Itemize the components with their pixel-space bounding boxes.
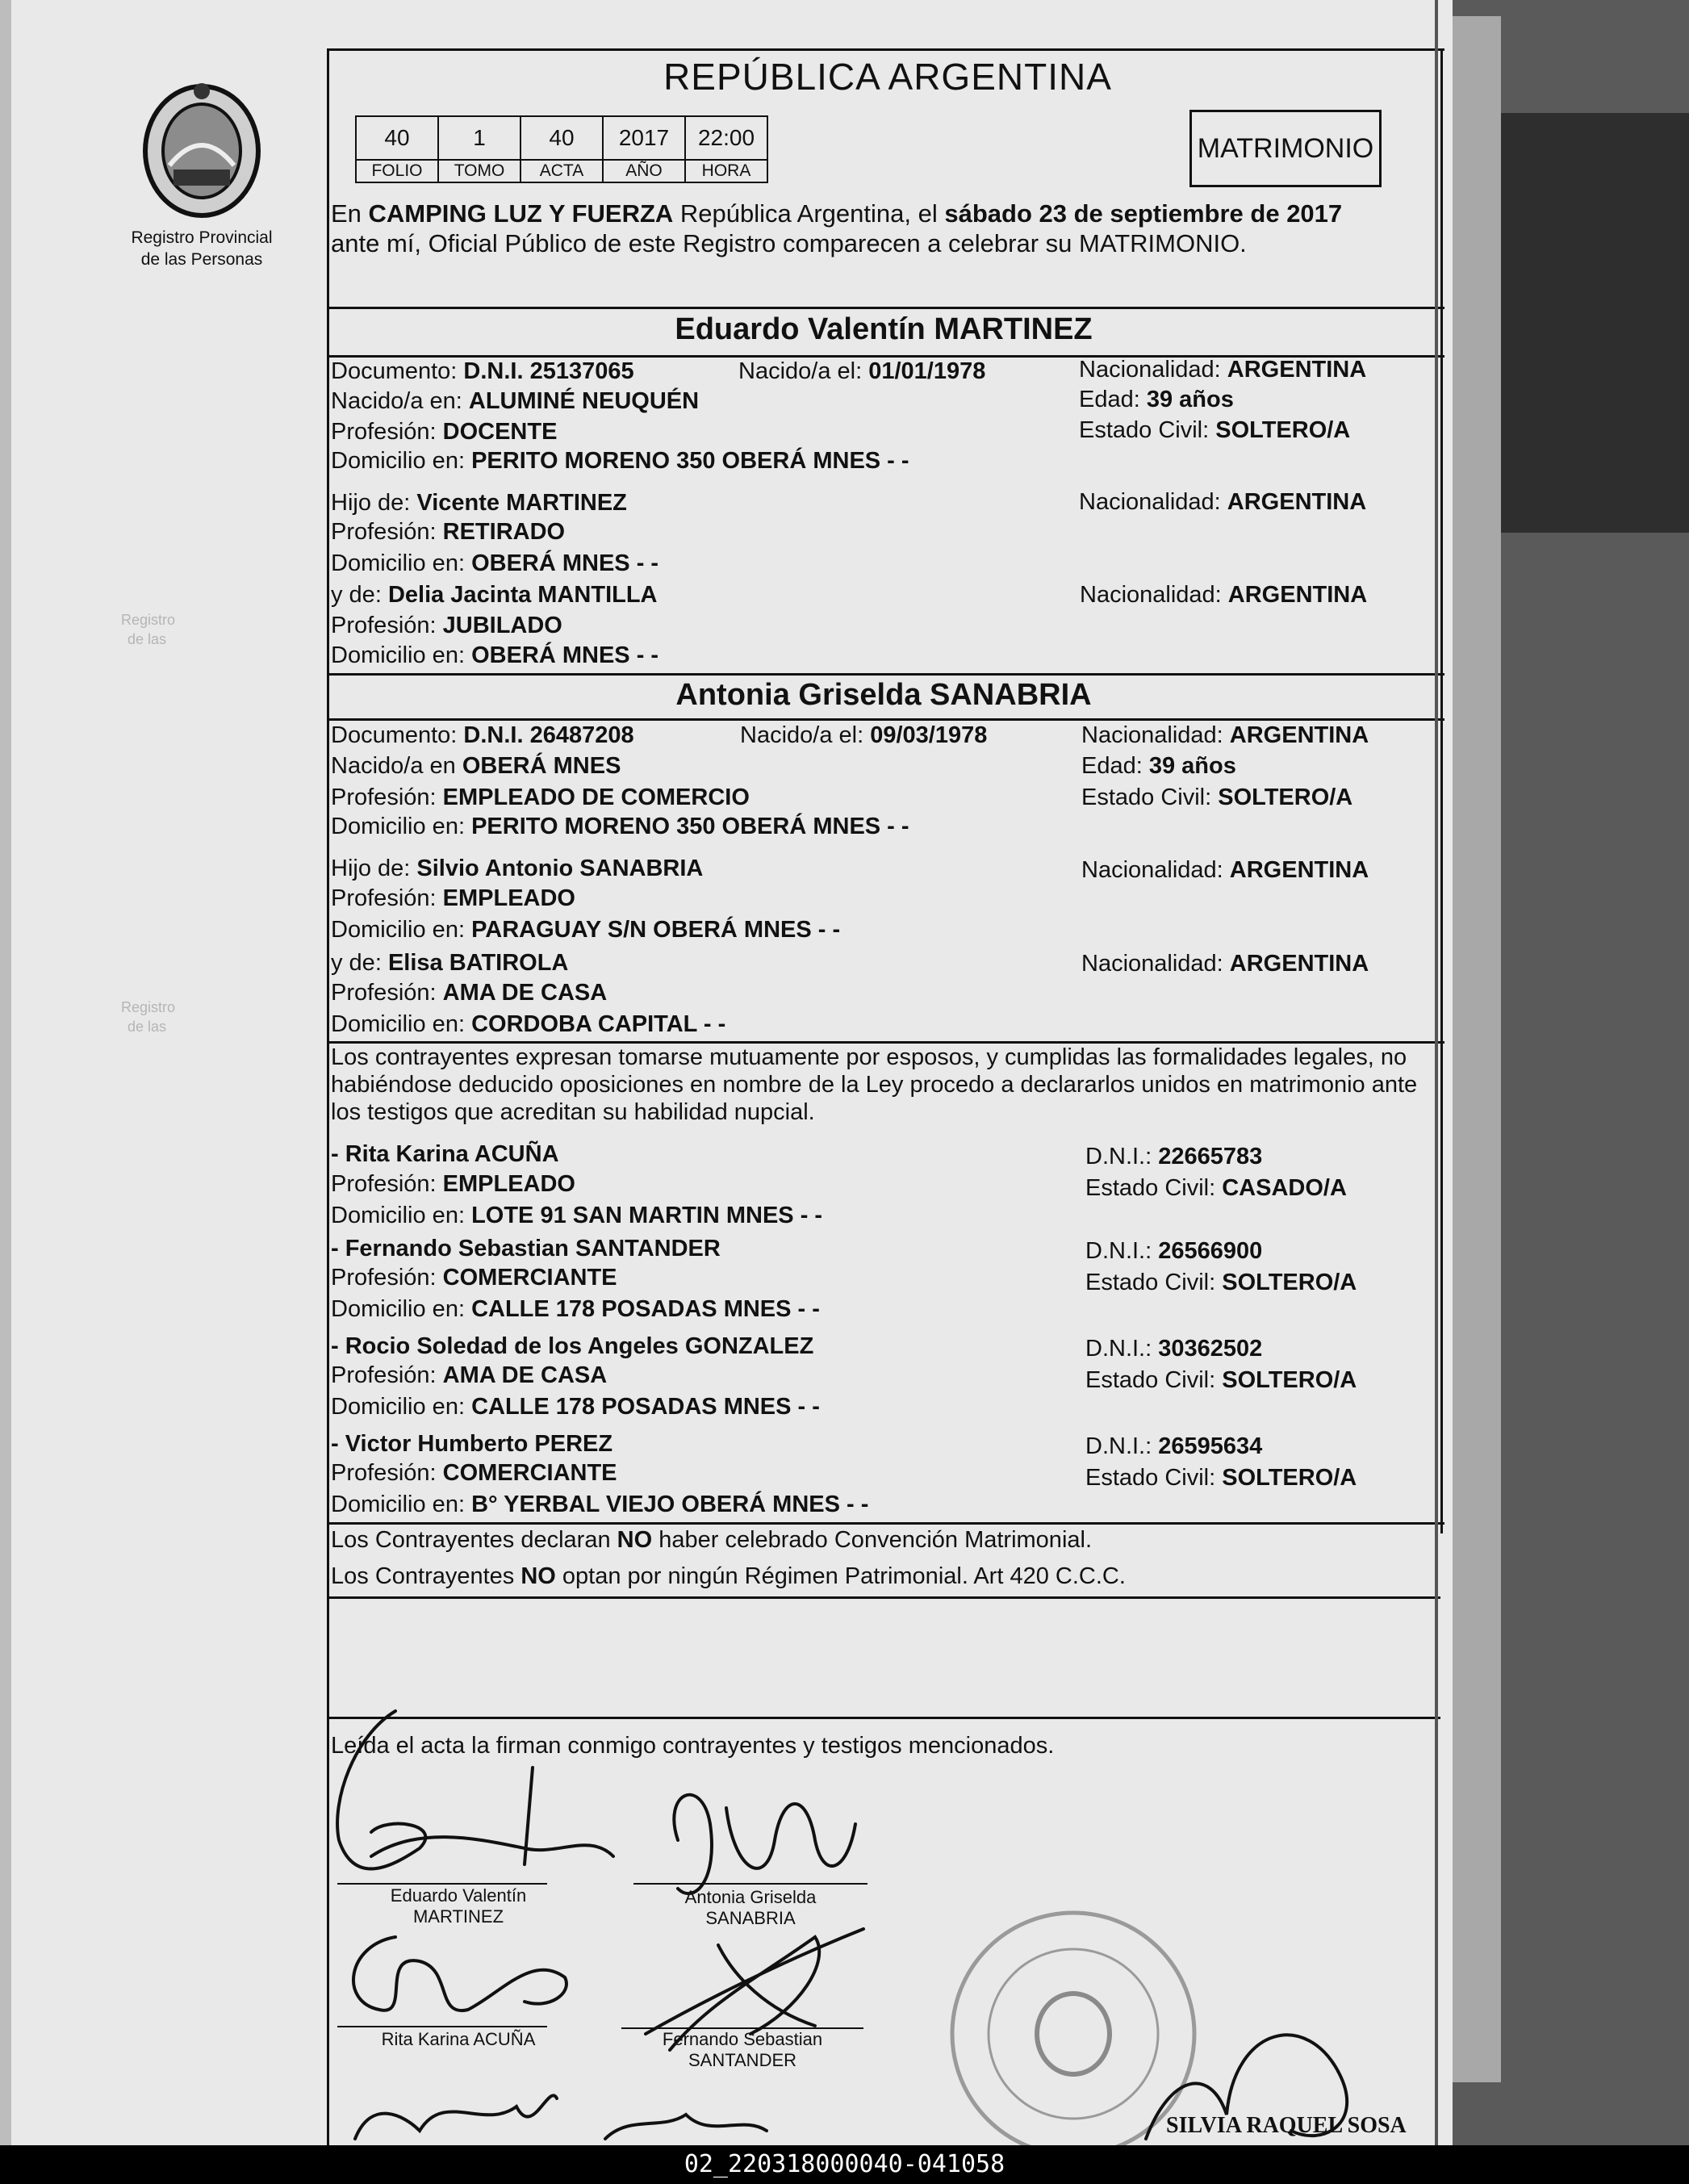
field-label: Nacionalidad: bbox=[1081, 722, 1223, 748]
field-value: 30362502 bbox=[1158, 1336, 1263, 1362]
spouse1-mother-profession bbox=[331, 613, 562, 639]
field-label: Nacido/a en bbox=[331, 753, 456, 779]
signature-caption-witness1: Rita Karina ACUÑA bbox=[381, 2029, 536, 2049]
spouse1-nationality bbox=[1079, 357, 1366, 383]
field-label: y de: bbox=[331, 582, 382, 608]
spouse2-address bbox=[331, 814, 909, 840]
field-label: Nacido/a el: bbox=[740, 722, 864, 748]
signature-caption-spouse2-line-2: SANABRIA bbox=[705, 1908, 796, 1928]
acta-value: 40 bbox=[520, 116, 603, 160]
field-label: Estado Civil: bbox=[1081, 784, 1212, 810]
spouse2-birthplace bbox=[331, 753, 621, 780]
witness-1-civil-status bbox=[1085, 1175, 1347, 1202]
divider bbox=[327, 1041, 1444, 1044]
field-label: Nacionalidad: bbox=[1079, 357, 1221, 383]
spouse1-address bbox=[331, 448, 909, 475]
field-value: Silvio Antonio SANABRIA bbox=[416, 856, 704, 881]
signature-caption-spouse2-line-1: Antonia Griselda bbox=[684, 1887, 817, 1907]
field-value: EMPLEADO bbox=[442, 1171, 575, 1197]
field-value: SOLTERO/A bbox=[1222, 1367, 1357, 1393]
officer-name: SILVIA RAQUEL SOSA bbox=[1166, 2113, 1407, 2138]
page-edge bbox=[1435, 0, 1438, 2147]
witness-2-dni bbox=[1085, 1238, 1262, 1265]
declaration-line-3: los testigos que acreditan su habilidad nupcial. bbox=[331, 1099, 815, 1125]
signature-line bbox=[337, 2026, 547, 2027]
field-value: D.N.I. 26487208 bbox=[463, 722, 634, 748]
patrimonial-line-2 bbox=[331, 1563, 1126, 1590]
witness-4-dni bbox=[1085, 1433, 1262, 1460]
background-shadow-area bbox=[1501, 113, 1689, 533]
act-type-box: MATRIMONIO bbox=[1189, 110, 1382, 187]
text: NO bbox=[520, 1563, 556, 1589]
country-title: REPÚBLICA ARGENTINA bbox=[663, 56, 1112, 98]
field-label: Profesión: bbox=[331, 1460, 437, 1486]
field-label: Documento: bbox=[331, 358, 458, 384]
frame-top-border bbox=[327, 48, 1444, 51]
spouse1-birthdate bbox=[738, 358, 985, 385]
field-label: Hijo de: bbox=[331, 856, 411, 881]
field-value: LOTE 91 SAN MARTIN MNES - - bbox=[471, 1203, 823, 1228]
spouse1-profession bbox=[331, 419, 557, 446]
signature-caption-witness2-line-2: SANTANDER bbox=[688, 2050, 797, 2070]
field-label: Domicilio en: bbox=[331, 1296, 465, 1322]
field-label: Estado Civil: bbox=[1085, 1175, 1216, 1201]
text: Los Contrayentes bbox=[331, 1563, 521, 1589]
text: NO bbox=[617, 1527, 653, 1553]
spouse2-birthdate bbox=[740, 722, 987, 749]
spouse1-father-address bbox=[331, 550, 658, 577]
patrimonial-line-1 bbox=[331, 1527, 1092, 1554]
divider bbox=[327, 1522, 1444, 1525]
field-value: ARGENTINA bbox=[1227, 357, 1367, 383]
year-label: AÑO bbox=[603, 160, 685, 182]
field-value: COMERCIANTE bbox=[442, 1460, 617, 1486]
frame-right-border bbox=[1440, 48, 1443, 1533]
time-value: 22:00 bbox=[685, 116, 767, 160]
witness-3-profession bbox=[331, 1362, 607, 1389]
text: Los Contrayentes declaran bbox=[331, 1527, 617, 1553]
field-label: Edad: bbox=[1079, 387, 1140, 412]
field-value: SOLTERO/A bbox=[1218, 784, 1353, 810]
spouse2-profession bbox=[331, 784, 750, 811]
field-value: D.N.I. 25137065 bbox=[463, 358, 634, 384]
spouse1-document bbox=[331, 358, 634, 385]
spouse2-age bbox=[1081, 753, 1236, 780]
field-label: Estado Civil: bbox=[1079, 417, 1210, 443]
field-label: Profesión: bbox=[331, 1265, 437, 1291]
field-value: Elisa BATIROLA bbox=[387, 950, 569, 976]
field-value: ARGENTINA bbox=[1229, 722, 1369, 748]
field-value: JUBILADO bbox=[442, 613, 562, 638]
intro-text: En bbox=[331, 199, 369, 228]
year-value: 2017 bbox=[603, 116, 685, 160]
field-value: PERITO MORENO 350 OBERÁ MNES - - bbox=[471, 448, 909, 474]
field-value: RETIRADO bbox=[442, 519, 566, 545]
field-value: EMPLEADO DE COMERCIO bbox=[442, 784, 750, 810]
field-value: PARAGUAY S/N OBERÁ MNES - - bbox=[471, 917, 841, 943]
field-value: ARGENTINA bbox=[1227, 582, 1368, 608]
field-value: ALUMINÉ NEUQUÉN bbox=[468, 388, 700, 414]
intro-line-2: ante mí, Oficial Público de este Registro comparecen a celebrar su MATRIMONIO. bbox=[331, 229, 1247, 257]
bleed-through-text: Registro bbox=[121, 612, 176, 628]
witness-4-address bbox=[331, 1492, 868, 1518]
field-value: ARGENTINA bbox=[1227, 489, 1367, 515]
field-value: OBERÁ MNES - - bbox=[471, 550, 659, 576]
divider bbox=[327, 673, 1444, 676]
spouse2-nationality bbox=[1081, 722, 1369, 749]
field-label: D.N.I.: bbox=[1085, 1144, 1152, 1169]
spouse1-birthplace bbox=[331, 388, 699, 415]
witness-4-civil-status bbox=[1085, 1465, 1357, 1492]
file-identifier: 02_220318000040-041058 bbox=[684, 2150, 1005, 2178]
field-value: 26566900 bbox=[1158, 1238, 1263, 1264]
registry-name-line-2: de las Personas bbox=[140, 250, 263, 269]
bleed-through-text: de las bbox=[128, 631, 167, 647]
field-label: D.N.I.: bbox=[1085, 1336, 1152, 1362]
spouse1-mother-address bbox=[331, 642, 658, 669]
field-label: Estado Civil: bbox=[1085, 1465, 1216, 1491]
spouse2-father bbox=[331, 856, 703, 882]
spouse2-document bbox=[331, 722, 634, 749]
field-label: Nacionalidad: bbox=[1081, 951, 1223, 977]
witness-2-civil-status bbox=[1085, 1270, 1357, 1296]
closing-statement: Leída el acta la firman conmigo contrayentes y testigos mencionados. bbox=[331, 1733, 1055, 1759]
signature-spouse1-icon bbox=[323, 1703, 646, 1913]
field-label: Nacido/a en: bbox=[331, 388, 462, 414]
field-label: y de: bbox=[331, 950, 382, 976]
witness-1-dni bbox=[1085, 1144, 1262, 1170]
field-label: Domicilio en: bbox=[331, 1394, 465, 1420]
signature-caption-witness2-line-1: Fernando Sebastian bbox=[662, 2029, 823, 2049]
signature-caption-spouse1-line-1: Eduardo Valentín bbox=[390, 1885, 527, 1906]
spouse2-civil-status bbox=[1081, 784, 1352, 811]
spouse2-father-profession bbox=[331, 885, 575, 912]
field-value: ARGENTINA bbox=[1229, 857, 1369, 883]
field-value: CALLE 178 POSADAS MNES - - bbox=[471, 1296, 820, 1322]
field-value: AMA DE CASA bbox=[442, 980, 608, 1006]
field-label: Profesión: bbox=[331, 1362, 437, 1388]
field-value: ARGENTINA bbox=[1229, 951, 1369, 977]
witness-2-address bbox=[331, 1296, 820, 1323]
field-label: Nacido/a el: bbox=[738, 358, 863, 384]
text: optan por ningún Régimen Patrimonial. Art 420 C.C.C. bbox=[555, 1563, 1126, 1589]
field-value: CASADO/A bbox=[1222, 1175, 1347, 1201]
province-seal-icon bbox=[129, 77, 274, 222]
spouse2-mother-profession bbox=[331, 980, 607, 1006]
field-value: B° YERBAL VIEJO OBERÁ MNES - - bbox=[471, 1492, 869, 1517]
field-value: 39 años bbox=[1146, 387, 1234, 412]
ceremony-place: CAMPING LUZ Y FUERZA bbox=[368, 199, 674, 228]
witness-1-name: - Rita Karina ACUÑA bbox=[331, 1141, 559, 1167]
witness-3-dni bbox=[1085, 1336, 1262, 1362]
field-label: Nacionalidad: bbox=[1080, 582, 1222, 608]
field-value: 09/03/1978 bbox=[870, 722, 988, 748]
declaration-line-1: Los contrayentes expresan tomarse mutuamente por esposos, y cumplidas las formalidades legales, no bbox=[331, 1044, 1407, 1070]
witness-1-address bbox=[331, 1203, 822, 1229]
field-value: DOCENTE bbox=[442, 419, 558, 445]
spouse1-father-nationality bbox=[1079, 489, 1366, 516]
field-value: Vicente MARTINEZ bbox=[416, 490, 627, 516]
witness-2-profession bbox=[331, 1265, 617, 1291]
spouse2-father-address bbox=[331, 917, 840, 943]
paper-stack-edge bbox=[1444, 16, 1501, 2082]
page-binding-edge bbox=[0, 0, 11, 2147]
field-label: Estado Civil: bbox=[1085, 1367, 1216, 1393]
field-label: Domicilio en: bbox=[331, 642, 465, 668]
field-value: Delia Jacinta MANTILLA bbox=[387, 582, 658, 608]
spouse1-name: Eduardo Valentín MARTINEZ bbox=[675, 312, 1093, 346]
field-value: 26595634 bbox=[1158, 1433, 1263, 1459]
spouse1-age bbox=[1079, 387, 1234, 413]
spouse2-mother-nationality bbox=[1081, 951, 1369, 977]
field-label: Domicilio en: bbox=[331, 1011, 465, 1037]
field-value: CALLE 178 POSADAS MNES - - bbox=[471, 1394, 820, 1420]
field-value: OBERÁ MNES - - bbox=[471, 642, 659, 668]
intro-text: República Argentina, el bbox=[673, 199, 945, 228]
bleed-through-text: de las bbox=[128, 1019, 167, 1035]
field-label: Profesión: bbox=[331, 519, 437, 545]
field-value: SOLTERO/A bbox=[1215, 417, 1351, 443]
field-label: Domicilio en: bbox=[331, 917, 465, 943]
field-label: Nacionalidad: bbox=[1079, 489, 1221, 515]
field-label: Documento: bbox=[331, 722, 458, 748]
witness-3-address bbox=[331, 1394, 820, 1420]
field-label: Estado Civil: bbox=[1085, 1270, 1216, 1295]
registry-name-line-1: Registro Provincial bbox=[131, 228, 273, 247]
intro-line-1 bbox=[331, 199, 1342, 228]
field-value: SOLTERO/A bbox=[1222, 1465, 1357, 1491]
field-value: PERITO MORENO 350 OBERÁ MNES - - bbox=[471, 814, 909, 839]
field-label: D.N.I.: bbox=[1085, 1433, 1152, 1459]
folio-value: 40 bbox=[356, 116, 438, 160]
spouse2-name: Antonia Griselda SANABRIA bbox=[675, 678, 1092, 712]
spouse1-mother-nationality bbox=[1080, 582, 1367, 609]
spouse2-father-nationality bbox=[1081, 857, 1369, 884]
folio-label: FOLIO bbox=[356, 160, 438, 182]
tomo-value: 1 bbox=[438, 116, 520, 160]
witness-4-profession bbox=[331, 1460, 617, 1487]
field-label: Domicilio en: bbox=[331, 550, 465, 576]
field-label: Domicilio en: bbox=[331, 1203, 465, 1228]
field-value: OBERÁ MNES bbox=[462, 753, 621, 779]
divider bbox=[327, 1596, 1440, 1599]
witness-2-name: - Fernando Sebastian SANTANDER bbox=[331, 1236, 721, 1261]
signature-line bbox=[337, 1883, 547, 1885]
field-label: D.N.I.: bbox=[1085, 1238, 1152, 1264]
signature-line bbox=[633, 1883, 867, 1885]
field-label: Profesión: bbox=[331, 885, 437, 911]
spouse2-mother bbox=[331, 950, 568, 977]
spouse1-father bbox=[331, 490, 627, 517]
spouse1-civil-status bbox=[1079, 417, 1350, 444]
field-label: Nacionalidad: bbox=[1081, 857, 1223, 883]
field-label: Domicilio en: bbox=[331, 814, 465, 839]
field-label: Profesión: bbox=[331, 1171, 437, 1197]
declaration-line-2: habiéndose deducido oposiciones en nombre de la Ley procedo a declararlos unidos en matrimonio ante bbox=[331, 1072, 1418, 1098]
field-value: COMERCIANTE bbox=[442, 1265, 617, 1291]
field-label: Domicilio en: bbox=[331, 448, 465, 474]
witness-4-name: - Victor Humberto PEREZ bbox=[331, 1431, 613, 1457]
field-label: Profesión: bbox=[331, 980, 437, 1006]
registration-table bbox=[355, 115, 768, 183]
time-label: HORA bbox=[685, 160, 767, 182]
field-value: 22665783 bbox=[1158, 1144, 1263, 1169]
spouse2-mother-address bbox=[331, 1011, 725, 1038]
witness-3-civil-status bbox=[1085, 1367, 1357, 1394]
field-label: Profesión: bbox=[331, 419, 437, 445]
field-value: SOLTERO/A bbox=[1222, 1270, 1357, 1295]
text: haber celebrado Convención Matrimonial. bbox=[652, 1527, 1093, 1553]
field-label: Profesión: bbox=[331, 784, 437, 810]
field-label: Edad: bbox=[1081, 753, 1143, 779]
tomo-label: TOMO bbox=[438, 160, 520, 182]
spouse1-mother bbox=[331, 582, 658, 609]
field-value: AMA DE CASA bbox=[442, 1362, 608, 1388]
spouse1-father-profession bbox=[331, 519, 565, 546]
witness-3-name: - Rocio Soledad de los Angeles GONZALEZ bbox=[331, 1333, 814, 1359]
bleed-through-text: Registro bbox=[121, 999, 176, 1015]
field-value: EMPLEADO bbox=[442, 885, 575, 911]
acta-label: ACTA bbox=[520, 160, 603, 182]
field-label: Hijo de: bbox=[331, 490, 411, 516]
field-label: Profesión: bbox=[331, 613, 437, 638]
witness-1-profession bbox=[331, 1171, 575, 1198]
divider bbox=[327, 718, 1444, 721]
field-value: CORDOBA CAPITAL - - bbox=[471, 1011, 726, 1037]
signature-witness3-4-icon bbox=[339, 2066, 791, 2147]
ceremony-date: sábado 23 de septiembre de 2017 bbox=[944, 199, 1343, 228]
field-label: Domicilio en: bbox=[331, 1492, 465, 1517]
signature-caption-spouse1-line-2: MARTINEZ bbox=[412, 1906, 504, 1927]
divider bbox=[327, 307, 1444, 309]
field-value: 39 años bbox=[1148, 753, 1236, 779]
field-value: 01/01/1978 bbox=[868, 358, 986, 384]
